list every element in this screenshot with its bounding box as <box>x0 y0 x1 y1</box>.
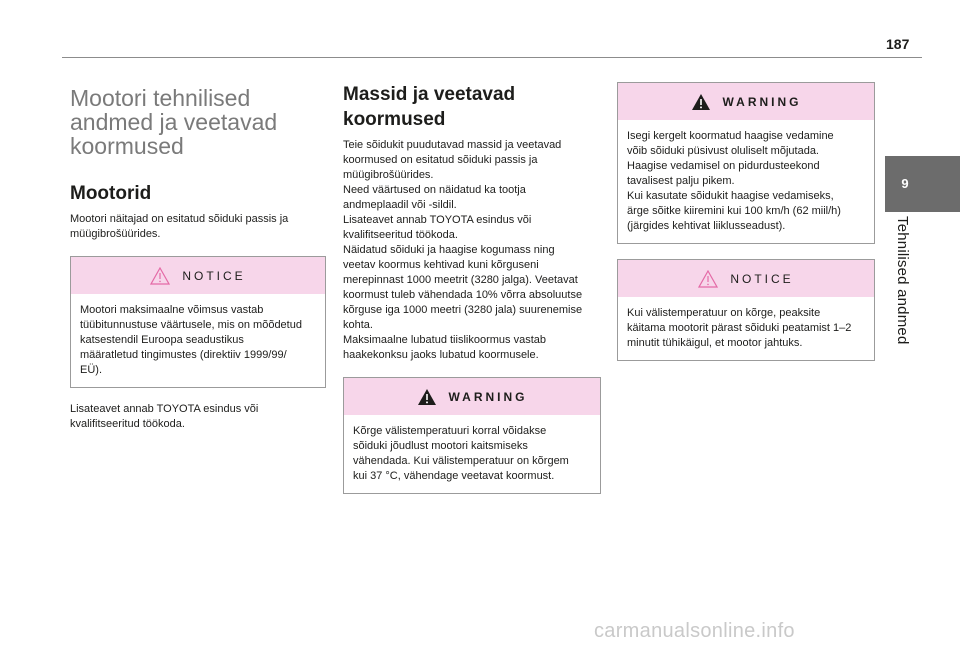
notice-label: NOTICE <box>182 268 246 283</box>
engines-intro <box>70 212 326 242</box>
warning-box <box>343 377 601 494</box>
watermark: carmanualsonline.info <box>594 620 795 642</box>
warning-label: WARNING <box>448 389 528 404</box>
heading-engines: Mootorid <box>70 183 152 204</box>
notice-box-header <box>71 257 325 294</box>
text-line: Näidatud sõiduki ja haagise kogumass ning <box>343 244 555 256</box>
chapter-title: Tehnilised andmed <box>894 216 911 345</box>
text-line: andmeplaadil või -sildil. <box>343 199 457 211</box>
notice-body <box>618 297 874 360</box>
text-line: tüübitunnustuse väärtusele, mis on mõõdetud <box>80 319 302 331</box>
section-title <box>70 86 326 158</box>
text-line: koormused on esitatud sõiduki passis ja <box>343 154 538 166</box>
warning-body <box>618 120 874 243</box>
text-line: minutit tühikäigul, et mootor jahtuks. <box>627 337 803 349</box>
warning-label: WARNING <box>722 94 802 109</box>
text-line: Kui kasutate sõidukit haagise vedamiseks, <box>627 190 834 202</box>
text-line: kõrguse iga 1000 meetri (3280 jala) suurenemise <box>343 304 583 316</box>
text-line: katsestendil Euroopa seadustikus <box>80 334 244 346</box>
warning-box <box>617 82 875 244</box>
text-line: sõiduki jõudlust mootori kaitsmiseks <box>353 440 528 452</box>
text-line: Lisateavet annab TOYOTA esindus või <box>343 214 532 226</box>
text-line: Teie sõidukit puudutavad massid ja veetavad <box>343 139 562 151</box>
warning-box-header <box>344 378 600 415</box>
heading-masses <box>343 82 601 132</box>
text-line: (järgides kehtivat liiklusseadust). <box>627 220 786 232</box>
text-line: käitama mootorit pärast sõiduki peatamist 1–2 <box>627 322 852 334</box>
section-title-line: koormused <box>70 133 184 159</box>
chapter-tab[interactable] <box>885 156 960 212</box>
chapter-number: 9 <box>901 176 909 191</box>
text-line: EÜ). <box>80 364 102 376</box>
text-line: määratletud tingimustes (direktiiv 1999/99/ <box>80 349 287 361</box>
notice-box <box>617 259 875 361</box>
text-line: Kõrge välistemperatuuri korral võidakse <box>353 425 547 437</box>
text-line: Haagise vedamisel on pidurdusteekond <box>627 160 820 172</box>
notice-body <box>71 294 325 387</box>
notice-label: NOTICE <box>730 271 794 286</box>
text-line: Mootori maksimaalne võimsus vastab <box>80 304 264 316</box>
text-line: Kui välistemperatuur on kõrge, peaksite <box>627 307 821 319</box>
warning-triangle-icon <box>417 388 437 406</box>
text-line: Need väärtused on näidatud ka tootja <box>343 184 526 196</box>
text-line: tavalisest palju pikem. <box>627 175 735 187</box>
warning-box-header <box>618 83 874 120</box>
section-title-line: andmed ja veetavad <box>70 109 278 135</box>
text-line: müügibrošüürides. <box>343 169 434 181</box>
masses-body <box>343 138 601 363</box>
caution-triangle-icon <box>150 267 170 285</box>
section-title-line: Mootori tehnilised <box>70 85 251 111</box>
header-rule <box>62 57 922 58</box>
text-line: müügibrošüürides. <box>70 228 161 240</box>
text-line: Maksimaalne lubatud tiislikoormus vastab <box>343 334 546 346</box>
warning-body <box>344 415 600 493</box>
text-line: Mootori näitajad on esitatud sõiduki passis ja <box>70 213 289 225</box>
page-number: 187 <box>886 36 910 52</box>
text-line: ärge sõitke kiiremini kui 100 km/h (62 miil/h) <box>627 205 841 217</box>
text-line: Isegi kergelt koormatud haagise vedamine <box>627 130 834 142</box>
engines-outro <box>70 402 326 432</box>
notice-box <box>70 256 326 388</box>
text-line: kvalifitseeritud töökoda. <box>343 229 458 241</box>
text-line: kvalifitseeritud töökoda. <box>70 418 185 430</box>
text-line: koormust tuleb vähendada 10% võrra absoluutse <box>343 289 583 301</box>
text-line: kohta. <box>343 319 373 331</box>
text-line: võib sõiduki püsivust oluliselt mõjutada. <box>627 145 819 157</box>
heading-line: Massid ja veetavad <box>343 84 516 105</box>
warning-triangle-icon <box>691 93 711 111</box>
text-line: Lisateavet annab TOYOTA esindus või <box>70 403 259 415</box>
column-3 <box>617 82 875 361</box>
caution-triangle-icon <box>698 270 718 288</box>
text-line: vähendada. Kui välistemperatuur on kõrgem <box>353 455 569 467</box>
text-line: haakekonksu jaoks lubatud koormusele. <box>343 349 539 361</box>
text-line: merepinnast 1000 meetrit (3280 jalga). Veetavat <box>343 274 578 286</box>
column-1 <box>70 82 326 432</box>
heading-line: koormused <box>343 109 446 130</box>
notice-box-header <box>618 260 874 297</box>
column-2 <box>343 82 601 494</box>
text-line: kui 37 °C, vähendage veetavat koormust. <box>353 470 555 482</box>
text-line: veetav koormus kehtivad kuni kõrguseni <box>343 259 539 271</box>
